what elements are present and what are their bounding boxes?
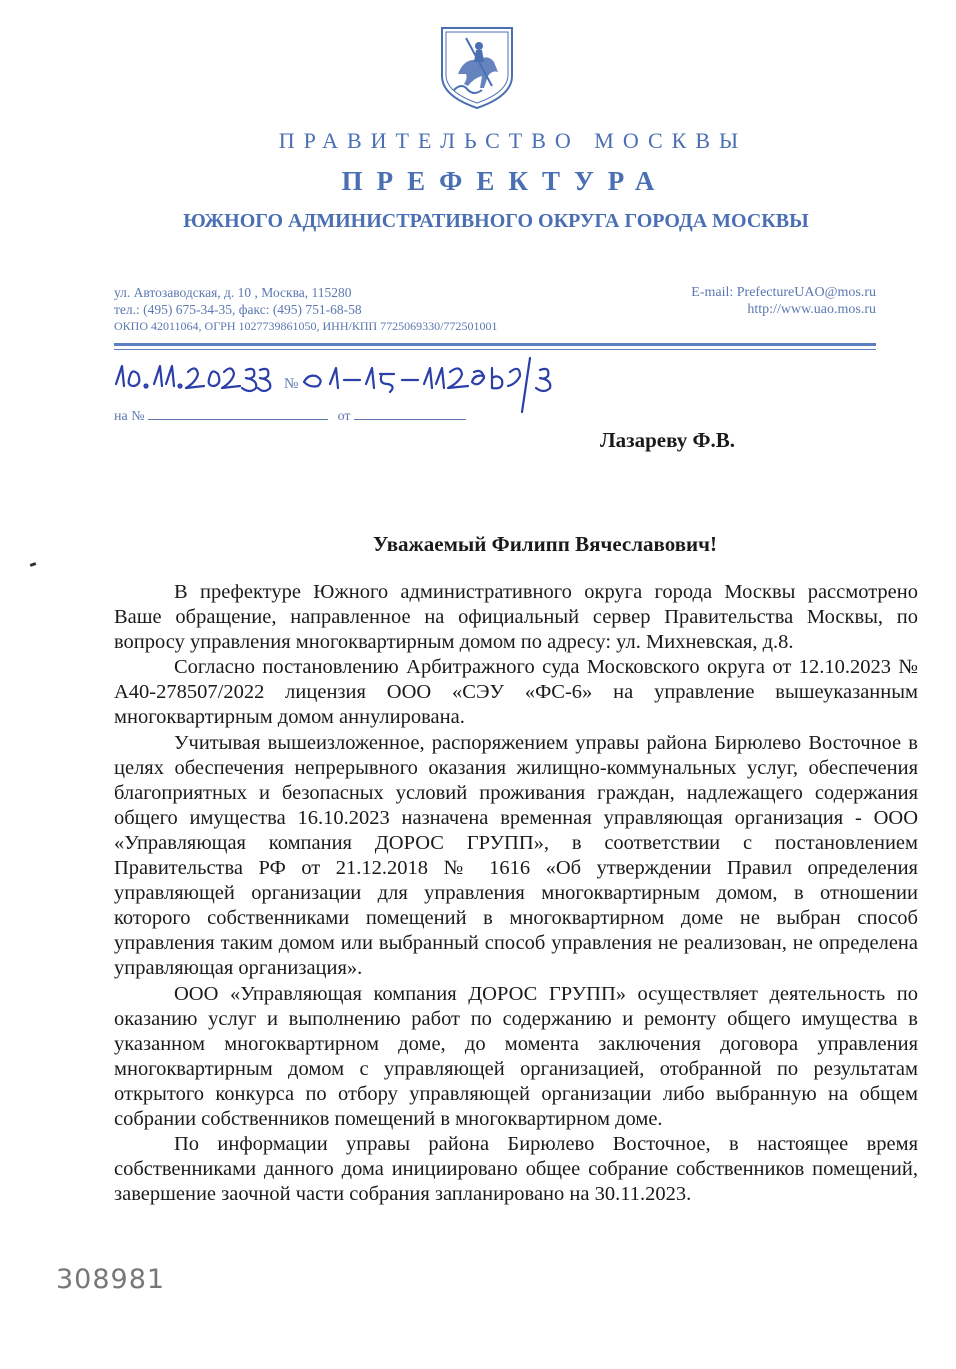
header-rule-thin (114, 349, 876, 350)
paragraph: ООО «Управляющая компания ДОРОС ГРУПП» осуществляет деятельность по оказанию услуг и выполнению работ по содержанию и ремонту общего имущества в указанном многоквартирном доме, до момента заключения договора управления многоквартирным домом с управляющей организацией, отобранной по результатам открытого конкурса по отбору управляющей организации либо выбранную на общем собрании собственников помещений в многоквартирном доме. (114, 982, 918, 1130)
letter-body (114, 580, 918, 1207)
reply-reference-line (114, 405, 466, 425)
addressee: Лазареву Ф.В. (600, 428, 736, 452)
moscow-coat-of-arms-icon (438, 24, 516, 110)
prefecture-title: ПРЕФЕКТУРА (341, 166, 669, 196)
incoming-stamp-number: 308981 (56, 1264, 166, 1295)
reply-date-blank (354, 405, 466, 420)
reply-to-label: на № (114, 409, 145, 424)
paragraph: Согласно постановлению Арбитражного суда Московского округа от 12.10.2023 № А40-278507/2022 лицензия ООО «СЭУ «ФС-6» на управление вышеуказанным многоквартирным домом аннулирована. (114, 656, 918, 729)
address-line: ул. Автозаводская, д. 10 , Москва, 115280 (114, 285, 352, 300)
contact-block-left (114, 284, 498, 335)
codes-line: ОКПО 42011064, ОГРН 1027739861050, ИНН/КПП 7725069330/772501001 (114, 319, 498, 333)
scan-mark (30, 562, 37, 567)
salutation: Уважаемый Филипп Вячеславович! (373, 532, 717, 556)
website-line: http://www.uao.mos.ru (747, 302, 876, 317)
from-label: от (337, 409, 351, 424)
reply-number-blank (148, 405, 328, 420)
paragraph: В префектуре Южного административного округа города Москвы рассмотрено Ваше обращение, направленное на официальный сервер Правительства Москвы, по вопросу управления многоквартирным домом по адресу: ул. Михневская, д.8. (114, 581, 918, 654)
paragraph: Учитывая вышеизложенное, распоряжением управы района Бирюлево Восточное в целях обеспечения непрерывного оказания жилищно-коммунальных услуг, обеспечения благоприятных и безопасных условий проживания граждан, надлежащего содержания общего имущества 16.10.2023 назначена временная управляющая организация - ООО «Управляющая компания ДОРОС ГРУПП», в соответствии с постановлением Правительства РФ от 21.12.2018 № 1616 «Об утверждении Правил определения управляющей организации для управления многоквартирным домом, в отношении которого собственниками помещений в многоквартирном доме не выбран способ управления таким домом или выбранный способ управления не реализован, не определена управляющая организация». (114, 731, 918, 980)
header-rule-thick (114, 343, 876, 346)
okrug-title: ЮЖНОГО АДМИНИСТРАТИВНОГО ОКРУГА ГОРОДА МОСКВЫ (183, 210, 809, 232)
government-title: ПРАВИТЕЛЬСТВО МОСКВЫ (278, 128, 748, 153)
paragraph: По информации управы района Бирюлево Восточное, в настоящее время собственниками данного дома инициировано общее собрание собственников помещений, завершение заочной части собрания запланировано на 30.11.2023. (114, 1133, 918, 1206)
contact-block-right (691, 284, 876, 318)
svg-text:№: № (284, 376, 299, 392)
phone-line: тел.: (495) 675-34-35, факс: (495) 751-68-58 (114, 302, 362, 317)
email-line: E-mail: PrefectureUAO@mos.ru (691, 285, 876, 300)
